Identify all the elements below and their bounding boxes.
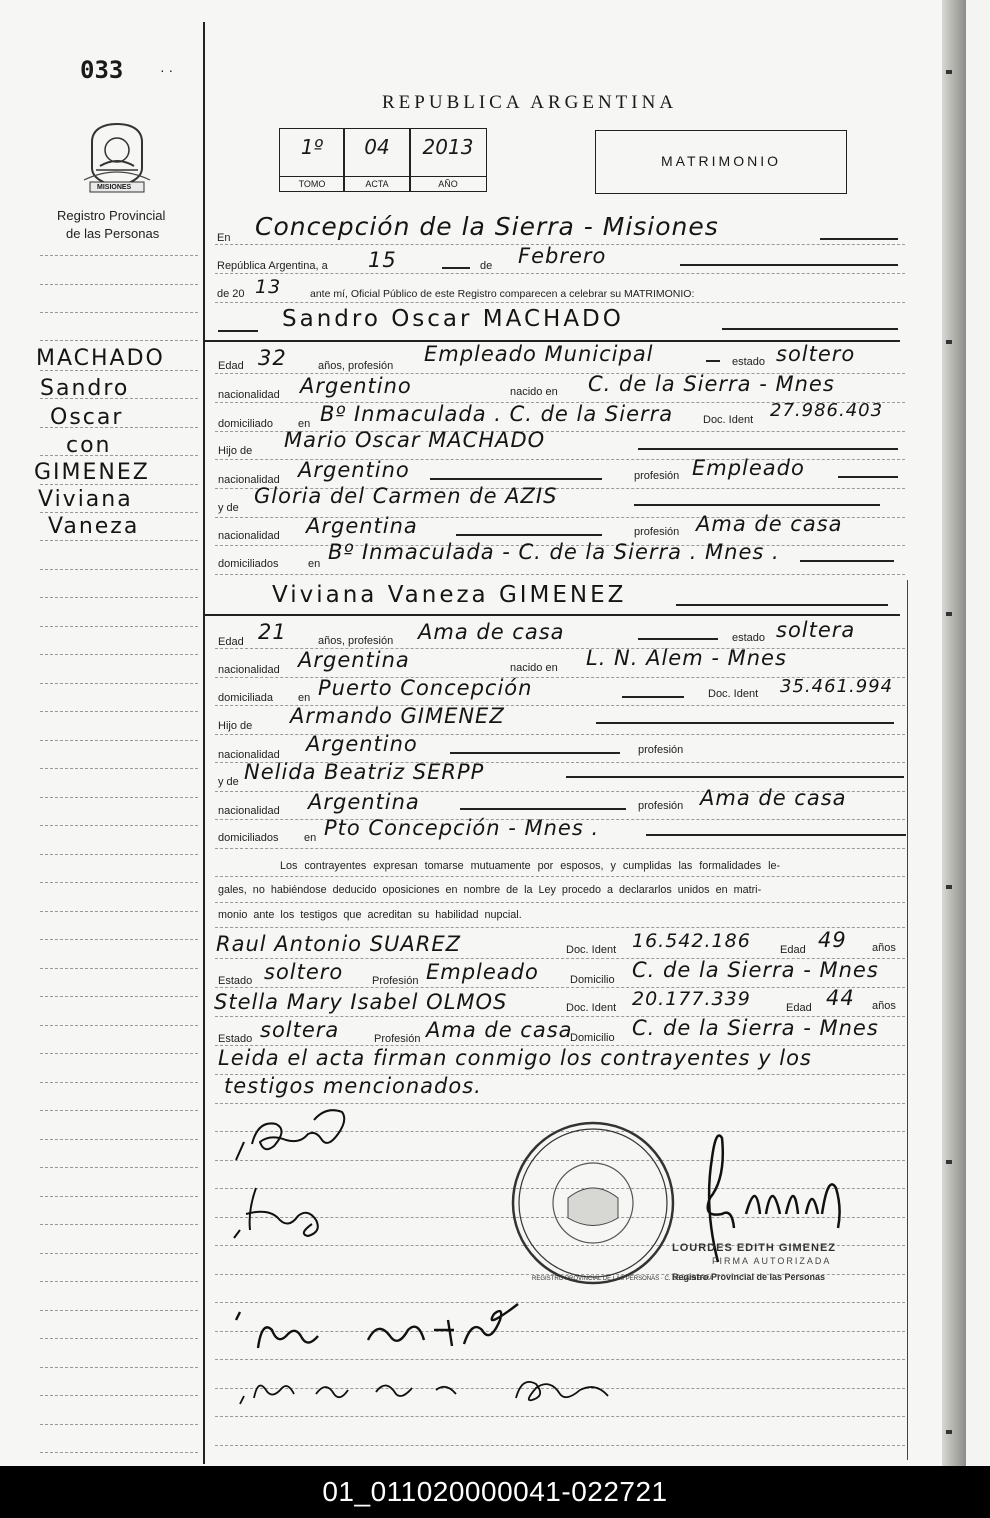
bride-nacionalidad-label: nacionalidad [218, 664, 280, 676]
groom-address: Bº Inmaculada . C. de la Sierra [320, 402, 674, 426]
groom-parents-en-label: en [308, 558, 321, 570]
witness1-signature [228, 1300, 528, 1360]
groom-yde-label: y de [218, 502, 239, 514]
bride-father-nat-label: nacionalidad [218, 749, 280, 761]
republica-label: República Argentina, a [217, 260, 328, 272]
groom-father-nat: Argentino [298, 458, 410, 482]
bride-nacido-label: nacido en [510, 662, 558, 674]
witness2-domicilio-label: Domicilio [570, 1032, 615, 1044]
declaration-line2: gales, no habiéndose deducido oposiciones en nombre de la Ley procedo a declararlos unidos en matri- [218, 884, 762, 896]
witness1-profesion-label: Profesión [372, 975, 419, 987]
bride-name: Viviana Vaneza GIMENEZ [272, 582, 627, 608]
right-border [907, 580, 908, 1460]
day-value: 15 [368, 248, 397, 272]
witness1-anos-label: años [872, 942, 896, 954]
place-value: Concepción de la Sierra - Misiones [255, 212, 719, 241]
margin-note-line: GIMENEZ [34, 460, 150, 485]
en-label: En [217, 232, 231, 244]
archive-footer [0, 1466, 990, 1518]
official-stamp [508, 1118, 714, 1288]
country-title: REPUBLICA ARGENTINA [382, 92, 678, 113]
witness1-profession: Empleado [426, 960, 539, 984]
archive-code: 01_011020000041-022721 [322, 1476, 668, 1507]
groom-parents-dom-label: domiciliados [218, 558, 279, 570]
witness1-estado-label: Estado [218, 975, 253, 987]
groom-nacionalidad-label: nacionalidad [218, 389, 280, 401]
groom-signature [230, 1100, 360, 1170]
witness1-estado: soltero [264, 960, 344, 984]
tomo-box [279, 128, 345, 192]
witness1-doc-label: Doc. Ident [566, 944, 617, 956]
groom-mother-prof: Ama de casa [696, 512, 843, 536]
de-label: de [480, 260, 493, 272]
groom-mother: Gloria del Carmen de AZIS [254, 484, 558, 508]
margin-divider [203, 22, 205, 1464]
bride-anos-label: años, profesión [318, 635, 394, 647]
witness1-domicilio-label: Domicilio [570, 974, 615, 986]
bride-address: Puerto Concepción [318, 676, 533, 700]
groom-profession: Empleado Municipal [424, 342, 654, 366]
groom-domiciliado-label: domiciliado [218, 418, 274, 430]
year-suffix: 13 [255, 276, 282, 298]
groom-nationality: Argentino [300, 374, 412, 398]
groom-father: Mario Oscar MACHADO [284, 428, 546, 452]
groom-edad-label: Edad [218, 360, 244, 372]
bride-mother: Nelida Beatriz SERPP [244, 760, 485, 784]
groom-mother-nat: Argentina [306, 514, 418, 538]
witness2-signature [236, 1368, 636, 1408]
bride-hijo-label: Hijo de [218, 720, 253, 732]
witness2-domicilio: C. de la Sierra - Mnes [632, 1016, 879, 1040]
groom-en-label: en [298, 418, 311, 430]
witness1-age: 49 [818, 928, 847, 952]
page-number-dots: · · [160, 62, 174, 78]
act-type: MATRIMONIO [661, 153, 781, 169]
margin-note-line: Vaneza [48, 514, 140, 539]
act-type-box [595, 130, 847, 194]
groom-estado-label: estado [732, 356, 766, 368]
groom-anos-label: años, profesión [318, 360, 394, 372]
bride-father: Armando GIMENEZ [290, 704, 505, 728]
witness2-age: 44 [826, 986, 855, 1010]
bride-mother-prof: Ama de casa [700, 786, 847, 810]
witness2-doc: 20.177.339 [632, 988, 751, 1010]
bride-age: 21 [258, 620, 287, 644]
bride-domiciliada-label: domiciliada [218, 692, 274, 704]
bride-yde-label: y de [218, 776, 239, 788]
bride-nationality: Argentina [298, 648, 410, 672]
page-number: 033 [80, 56, 124, 84]
anio-box [409, 128, 487, 192]
witness2-edad-label: Edad [786, 1002, 812, 1014]
witness1-name: Raul Antonio SUAREZ [216, 932, 462, 956]
groom-nacido-label: nacido en [510, 386, 558, 398]
bride-edad-label: Edad [218, 636, 244, 648]
stamp-text: REGISTRO PROVINCIAL DE LAS PERSONAS · C. DE LA SIERRA [532, 1276, 714, 1282]
bride-birthplace: L. N. Alem - Mnes [586, 646, 787, 670]
bride-en-label: en [298, 692, 311, 704]
bride-father-nat: Argentino [306, 732, 418, 756]
book-binding [942, 0, 966, 1466]
groom-name: Sandro Oscar MACHADO [282, 306, 624, 332]
groom-father-nat-label: nacionalidad [218, 474, 280, 486]
acta-value: 04 [364, 135, 390, 159]
groom-father-prof: Empleado [692, 456, 805, 480]
witness2-profesion-label: Profesión [374, 1033, 421, 1045]
groom-doc-label: Doc. Ident [703, 414, 754, 426]
closing-line1: Leida el acta firman conmigo los contrayentes y los [218, 1046, 812, 1070]
witness2-estado-label: Estado [218, 1033, 253, 1045]
bride-signature [228, 1180, 338, 1250]
groom-hijo-label: Hijo de [218, 445, 253, 457]
witness2-doc-label: Doc. Ident [566, 1002, 617, 1014]
acta-box [343, 128, 411, 192]
misiones-emblem [80, 120, 154, 198]
bride-doc: 35.461.994 [780, 676, 894, 697]
bride-profession: Ama de casa [418, 620, 565, 644]
tomo-value: 1º [300, 135, 324, 159]
declaration-line1: Los contrayentes expresan tomarse mutuamente por esposos, y cumplidas las formalidades le- [280, 860, 781, 872]
witness1-edad-label: Edad [780, 944, 806, 956]
intro-statement: ante mí, Oficial Público de este Registro comparecen a celebrar su MATRIMONIO: [310, 288, 695, 300]
groom-parents-address: Bº Inmaculada - C. de la Sierra . Mnes . [328, 540, 780, 564]
bride-parents-address: Pto Concepción - Mnes . [324, 816, 600, 840]
anio-value: 2013 [422, 135, 474, 159]
witness2-profession: Ama de casa [426, 1018, 573, 1042]
witness2-anos-label: años [872, 1000, 896, 1012]
closing-line2: testigos mencionados. [224, 1074, 482, 1098]
groom-mother-prof-label: profesión [634, 526, 680, 538]
acta-label: ACTA [344, 176, 410, 191]
bride-mother-prof-label: profesión [638, 800, 684, 812]
margin-note-line: Oscar [50, 405, 124, 430]
registry-line2: de las Personas [66, 226, 160, 241]
year-prefix: de 20 [217, 288, 245, 300]
bride-mother-nat-label: nacionalidad [218, 805, 280, 817]
groom-doc: 27.986.403 [770, 400, 884, 421]
groom-mother-nat-label: nacionalidad [218, 530, 280, 542]
witness2-name: Stella Mary Isabel OLMOS [214, 990, 508, 1014]
groom-estado: soltero [776, 342, 856, 366]
bride-mother-nat: Argentina [308, 790, 420, 814]
groom-father-prof-label: profesión [634, 470, 680, 482]
anio-label: AÑO [410, 176, 486, 191]
bride-parents-dom-label: domiciliados [218, 832, 279, 844]
officer-title: FIRMA AUTORIZADA [712, 1256, 832, 1266]
bride-estado-label: estado [732, 632, 766, 644]
bride-estado: soltera [776, 618, 856, 642]
margin-note-line: Viviana [38, 487, 133, 512]
groom-birthplace: C. de la Sierra - Mnes [588, 372, 835, 396]
margin-note-line: con [66, 433, 112, 458]
declaration-line3: monio ante los testigos que acreditan su habilidad nupcial. [218, 909, 522, 921]
month-value: Febrero [518, 244, 607, 268]
witness2-estado: soltera [260, 1018, 340, 1042]
margin-note-line: Sandro [40, 376, 130, 401]
witness1-doc: 16.542.186 [632, 930, 751, 952]
emblem-label: MISIONES [97, 184, 132, 191]
margin-note-line: MACHADO [36, 346, 165, 371]
groom-age: 32 [258, 346, 287, 370]
bride-parents-en-label: en [304, 832, 317, 844]
tomo-label: TOMO [280, 176, 344, 191]
officer-name: LOURDES EDITH GIMENEZ [672, 1242, 837, 1254]
officer-registry: Registro Provincial de las Personas [672, 1272, 826, 1282]
bride-doc-label: Doc. Ident [708, 688, 759, 700]
registry-line1: Registro Provincial [57, 208, 166, 223]
bride-father-prof-label: profesión [638, 744, 684, 756]
witness1-domicilio: C. de la Sierra - Mnes [632, 958, 879, 982]
